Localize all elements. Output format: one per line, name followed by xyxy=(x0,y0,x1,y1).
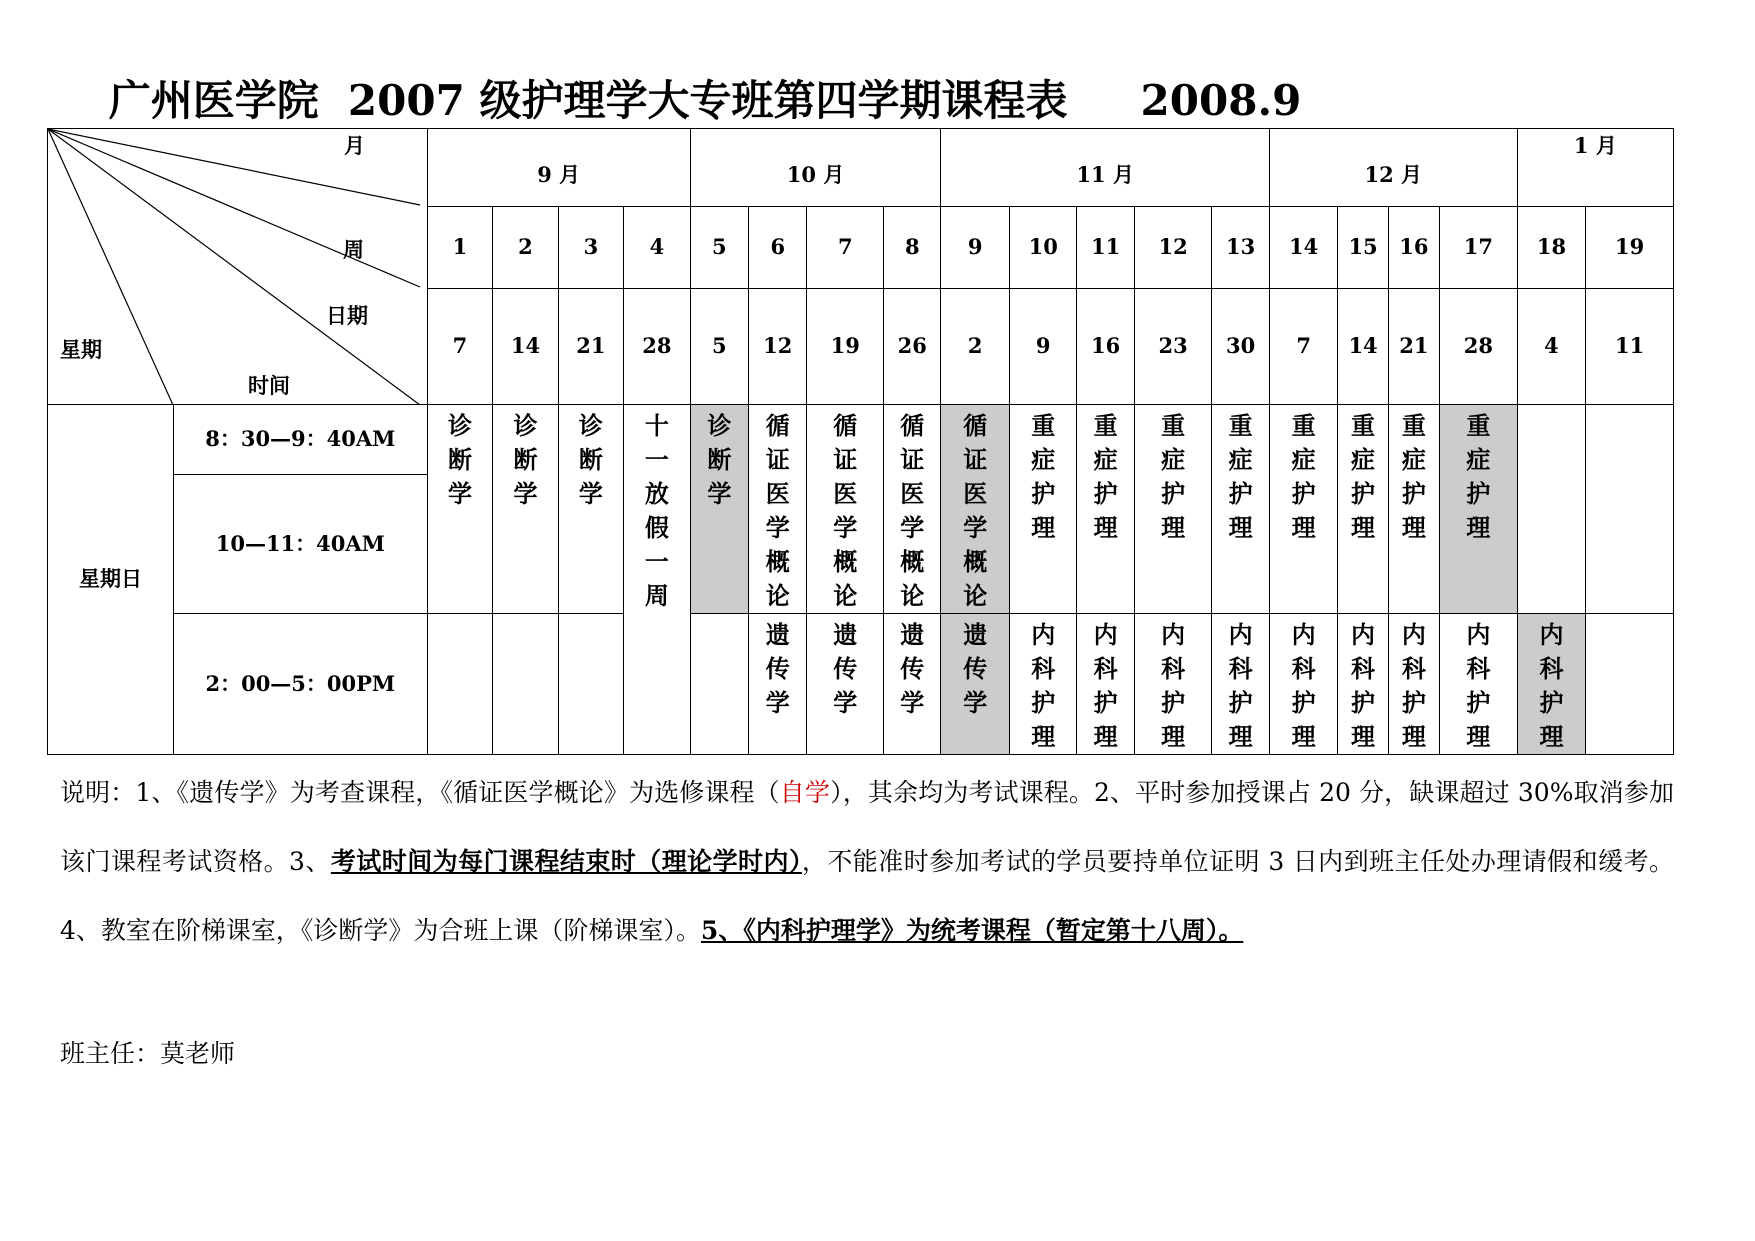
course-name: 重症护理 xyxy=(1401,411,1426,542)
week-number: 4 xyxy=(624,207,690,289)
course-cell xyxy=(807,405,884,614)
course-cell xyxy=(1009,405,1076,614)
week-date: 14 xyxy=(1338,289,1388,405)
week-number: 11 xyxy=(1077,207,1134,289)
week-date: 7 xyxy=(427,289,492,405)
course-cell xyxy=(941,405,1010,614)
time-slot: 8：30—9：40AM xyxy=(173,405,427,475)
course-cell xyxy=(1388,614,1439,755)
course-cell xyxy=(1440,614,1518,755)
week-date: 21 xyxy=(1388,289,1439,405)
course-name: 内科护理 xyxy=(1291,620,1316,751)
course-name: 诊断学 xyxy=(513,411,538,508)
course-name: 十一放假一周 xyxy=(644,411,669,610)
course-cell xyxy=(427,405,492,614)
course-cell xyxy=(1388,405,1439,614)
course-name: 诊断学 xyxy=(707,411,732,508)
course-cell xyxy=(941,614,1010,755)
course-cell xyxy=(749,614,807,755)
week-number: 7 xyxy=(807,207,884,289)
week-date: 16 xyxy=(1077,289,1134,405)
note-exam-time: 考试时间为每门课程结束时（理论学时内） xyxy=(330,847,802,876)
empty-cell xyxy=(558,614,623,755)
course-name: 遗传学 xyxy=(833,620,858,717)
note-text: ，不能准时参加考试的学员要持单位证明 3 日内到班主任处办理请假和缓考。4、教室在阶梯课室，《诊断学》为合班上课（阶梯课室）。 xyxy=(60,847,1674,945)
corner-weekday-label: 星期 xyxy=(60,337,102,362)
week-number: 15 xyxy=(1338,207,1388,289)
week-number: 12 xyxy=(1134,207,1212,289)
schedule-row-afternoon xyxy=(48,614,1674,755)
month-header: 1 月 xyxy=(1517,129,1673,207)
course-name: 诊断学 xyxy=(578,411,603,508)
week-date: 7 xyxy=(1269,289,1338,405)
note-text: ），其余均为考试课程。2、平时参加授课占 20 分，缺课超过 30%取消参加该门课程考试资格。3、 xyxy=(60,778,1674,876)
course-name: 重症护理 xyxy=(1031,411,1056,542)
course-name: 内科护理 xyxy=(1161,620,1186,751)
course-cell xyxy=(1212,614,1269,755)
week-number: 13 xyxy=(1212,207,1269,289)
course-cell xyxy=(624,405,690,755)
time-slot: 2：00—5：00PM xyxy=(173,614,427,755)
week-date: 30 xyxy=(1212,289,1269,405)
week-date: 26 xyxy=(884,289,941,405)
corner-date-label: 日期 xyxy=(326,303,368,328)
week-number: 8 xyxy=(884,207,941,289)
diagonal-lines xyxy=(48,129,425,405)
week-date: 19 xyxy=(807,289,884,405)
course-name: 内科护理 xyxy=(1466,620,1491,751)
week-date: 23 xyxy=(1134,289,1212,405)
course-cell xyxy=(1440,405,1518,614)
week-number: 3 xyxy=(558,207,623,289)
course-name: 重症护理 xyxy=(1093,411,1118,542)
note-text: 说明：1、《遗传学》为考查课程，《循证医学概论》为选修课程（ xyxy=(60,778,780,807)
course-name: 内科护理 xyxy=(1539,620,1564,751)
empty-cell xyxy=(690,614,748,755)
month-header: 11 月 xyxy=(941,129,1269,207)
course-name: 内科护理 xyxy=(1401,620,1426,751)
week-date: 2 xyxy=(941,289,1010,405)
week-number: 10 xyxy=(1009,207,1076,289)
course-cell xyxy=(1077,614,1134,755)
course-cell xyxy=(690,405,748,614)
empty-cell xyxy=(1517,405,1586,614)
week-number: 1 xyxy=(427,207,492,289)
week-date: 28 xyxy=(624,289,690,405)
week-date: 9 xyxy=(1009,289,1076,405)
week-number: 5 xyxy=(690,207,748,289)
course-cell xyxy=(1009,614,1076,755)
week-date: 28 xyxy=(1440,289,1518,405)
course-name: 循证医学概论 xyxy=(765,411,790,610)
course-cell xyxy=(1269,614,1338,755)
corner-time-label: 时间 xyxy=(248,373,290,398)
note-unified-exam: 5、《内科护理学》为统考课程（暂定第十八周）。 xyxy=(700,916,1244,945)
course-cell xyxy=(493,405,558,614)
course-cell xyxy=(1517,614,1586,755)
course-cell xyxy=(1212,405,1269,614)
week-number: 18 xyxy=(1517,207,1586,289)
month-header: 9 月 xyxy=(427,129,690,207)
course-cell xyxy=(749,405,807,614)
course-name: 内科护理 xyxy=(1351,620,1376,751)
month-header: 12 月 xyxy=(1269,129,1517,207)
corner-month-label: 月 xyxy=(344,133,365,158)
week-number: 2 xyxy=(493,207,558,289)
notes-paragraph xyxy=(60,758,1674,965)
week-date: 12 xyxy=(749,289,807,405)
course-name: 诊断学 xyxy=(447,411,472,508)
course-cell xyxy=(1338,405,1388,614)
weekday-cell: 星期日 xyxy=(48,405,174,755)
course-name: 重症护理 xyxy=(1228,411,1253,542)
course-cell xyxy=(1134,614,1212,755)
empty-cell xyxy=(1586,614,1674,755)
week-number: 16 xyxy=(1388,207,1439,289)
course-name: 内科护理 xyxy=(1228,620,1253,751)
empty-cell xyxy=(1586,405,1674,614)
empty-cell xyxy=(493,614,558,755)
week-date: 21 xyxy=(558,289,623,405)
course-name: 循证医学概论 xyxy=(900,411,925,610)
empty-cell xyxy=(427,614,492,755)
course-name: 遗传学 xyxy=(963,620,988,717)
course-name: 循证医学概论 xyxy=(963,411,988,610)
note-self-study: 自学 xyxy=(779,778,831,807)
class-teacher: 班主任：莫老师 xyxy=(60,1039,236,1068)
course-cell xyxy=(1269,405,1338,614)
course-cell xyxy=(1134,405,1212,614)
course-name: 重症护理 xyxy=(1291,411,1316,542)
month-header: 10 月 xyxy=(690,129,941,207)
course-cell xyxy=(884,405,941,614)
week-date: 5 xyxy=(690,289,748,405)
course-name: 内科护理 xyxy=(1093,620,1118,751)
week-date: 11 xyxy=(1586,289,1674,405)
schedule-row-morning-1 xyxy=(48,405,1674,475)
week-number: 6 xyxy=(749,207,807,289)
course-name: 遗传学 xyxy=(900,620,925,717)
week-date: 14 xyxy=(493,289,558,405)
week-number: 19 xyxy=(1586,207,1674,289)
week-number: 9 xyxy=(941,207,1010,289)
page-title: 广州医学院 2007 级护理学大专班第四学期课程表 2008.9 xyxy=(108,76,1302,125)
week-date: 4 xyxy=(1517,289,1586,405)
schedule-table xyxy=(47,128,1674,755)
course-name: 重症护理 xyxy=(1351,411,1376,542)
course-name: 内科护理 xyxy=(1031,620,1056,751)
course-cell xyxy=(558,405,623,614)
course-cell xyxy=(1338,614,1388,755)
week-number: 14 xyxy=(1269,207,1338,289)
course-cell xyxy=(807,614,884,755)
course-cell xyxy=(884,614,941,755)
header-corner xyxy=(48,129,428,405)
week-number: 17 xyxy=(1440,207,1518,289)
course-name: 遗传学 xyxy=(765,620,790,717)
course-name: 循证医学概论 xyxy=(833,411,858,610)
corner-week-label: 周 xyxy=(343,237,364,262)
course-name: 重症护理 xyxy=(1161,411,1186,542)
time-slot: 10—11：40AM xyxy=(173,474,427,613)
course-cell xyxy=(1077,405,1134,614)
course-name: 重症护理 xyxy=(1466,411,1491,542)
